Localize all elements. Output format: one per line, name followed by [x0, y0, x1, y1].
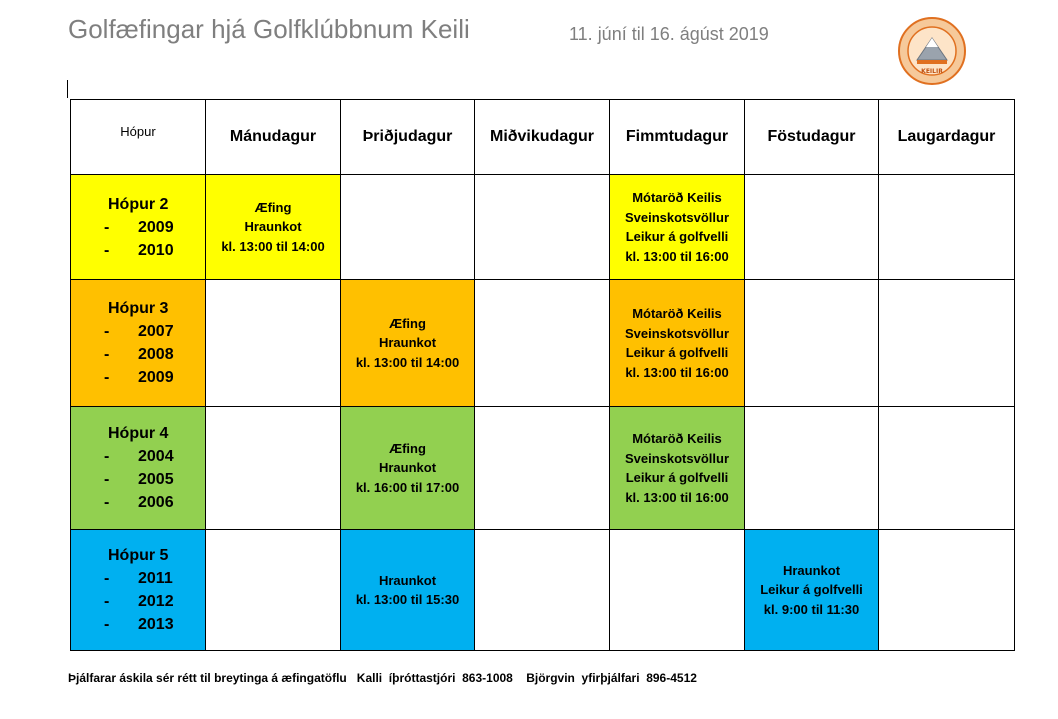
session-line: Sveinskotsvöllur	[624, 325, 730, 341]
birth-year: 2009	[138, 369, 174, 386]
group-row	[71, 407, 1015, 530]
session-line: kl. 9:00 til 11:30	[763, 601, 860, 617]
birth-year-item: - 2012	[71, 590, 205, 613]
session-cell	[610, 280, 745, 407]
session-cell	[341, 530, 475, 651]
day-header: Laugardagur	[879, 100, 1015, 175]
birth-year: 2008	[138, 346, 174, 363]
birth-year-item: - 2010	[71, 239, 205, 262]
session-line: Hraunkot	[244, 219, 302, 235]
session-cell	[745, 175, 879, 280]
footer-disclaimer: Þjálfarar áskila sér rétt til breytinga á æfingatöflu	[68, 671, 347, 685]
group-row	[71, 280, 1015, 407]
session-line: kl. 13:00 til 16:00	[625, 364, 729, 380]
group-name: Hópur 3	[108, 300, 169, 317]
birth-year-item: - 2008	[71, 343, 205, 366]
birth-year-item: - 2011	[71, 567, 205, 590]
day-header: Fimmtudagur	[610, 100, 745, 175]
footer-contact-kalli: Kalli íþróttastjóri 863-1008	[356, 671, 513, 685]
session-line: kl. 13:00 til 14:00	[355, 354, 460, 370]
session-cell	[745, 407, 879, 530]
session-line: Hraunkot	[782, 562, 841, 578]
footer-note	[68, 671, 697, 685]
session-cell	[745, 530, 879, 651]
session-cell	[879, 175, 1015, 280]
group-row	[71, 175, 1015, 280]
group-name: Hópur 5	[108, 547, 169, 564]
session-cell	[610, 407, 745, 530]
session-line: Æfing	[254, 199, 292, 215]
header-row	[71, 100, 1015, 175]
session-cell	[206, 530, 341, 651]
day-header: Föstudagur	[745, 100, 879, 175]
day-header: Þriðjudagur	[341, 100, 475, 175]
birth-year-item: - 2005	[71, 468, 205, 491]
day-header: Mánudagur	[206, 100, 341, 175]
text-cursor	[67, 80, 68, 98]
session-cell	[745, 280, 879, 407]
session-line: kl. 13:00 til 15:30	[355, 592, 460, 607]
session-line: Leikur á golfvelli	[760, 582, 863, 598]
group-name: Hópur 4	[108, 425, 169, 442]
birth-year-item: - 2009	[71, 216, 205, 239]
session-cell	[610, 175, 745, 280]
svg-text:KEILIR: KEILIR	[921, 68, 943, 75]
session-cell	[475, 280, 610, 407]
birth-year: 2007	[138, 323, 174, 340]
session-cell	[610, 530, 745, 651]
session-cell	[475, 175, 610, 280]
schedule-table	[70, 99, 1015, 651]
session-line: Hraunkot	[378, 335, 437, 351]
session-line: Sveinskotsvöllur	[624, 209, 730, 225]
session-cell	[879, 530, 1015, 651]
session-line: Leikur á golfvelli	[625, 229, 729, 244]
birth-year-item: - 2004	[71, 445, 205, 468]
group-label-cell	[71, 280, 206, 407]
session-line: Hraunkot	[378, 572, 437, 588]
session-cell	[341, 175, 475, 280]
birth-year-item: - 2006	[71, 491, 205, 514]
birth-year-item: - 2013	[71, 613, 205, 636]
session-cell	[475, 530, 610, 651]
footer-contact-bjorgvin: Björgvin yfirþjálfari 896-4512	[526, 671, 697, 685]
birth-year: 2009	[138, 218, 174, 236]
session-line: Leikur á golfvelli	[625, 470, 729, 485]
birth-year-item: - 2007	[71, 320, 205, 343]
birth-year: 2010	[138, 241, 174, 259]
page-title: Golfæfingar hjá Golfklúbbnum Keili	[68, 14, 470, 44]
session-cell	[341, 280, 475, 407]
session-line: Mótaröð Keilis	[632, 190, 722, 205]
birth-year: 2006	[138, 494, 174, 511]
birth-year: 2012	[138, 593, 174, 610]
birth-year: 2004	[138, 448, 174, 465]
session-cell	[879, 407, 1015, 530]
date-range: 11. júní til 16. ágúst 2019	[569, 24, 769, 44]
session-cell	[206, 407, 341, 530]
session-line: kl. 13:00 til 16:00	[625, 489, 729, 505]
birth-year: 2005	[138, 471, 174, 488]
day-header: Miðvikudagur	[475, 100, 610, 175]
group-row	[71, 530, 1015, 651]
session-cell	[206, 175, 341, 280]
session-cell	[206, 280, 341, 407]
group-label-cell	[71, 175, 206, 280]
session-line: Leikur á golfvelli	[625, 345, 729, 360]
session-line: Æfing	[389, 315, 426, 331]
session-cell	[475, 407, 610, 530]
session-line: Hraunkot	[378, 460, 437, 476]
session-cell	[879, 280, 1015, 407]
session-line: kl. 13:00 til 14:00	[221, 238, 325, 254]
group-label-cell	[71, 530, 206, 651]
session-line: kl. 13:00 til 16:00	[625, 248, 729, 264]
session-cell	[341, 407, 475, 530]
group-column-header: Hópur	[71, 100, 206, 175]
birth-year-item: - 2009	[71, 366, 205, 389]
birth-year: 2013	[138, 616, 174, 633]
session-line: Mótaröð Keilis	[632, 306, 722, 321]
session-line: Mótaröð Keilis	[632, 431, 722, 446]
club-logo	[897, 16, 967, 86]
session-line: kl. 16:00 til 17:00	[355, 479, 460, 495]
session-line: Æfing	[389, 440, 426, 456]
group-name: Hópur 2	[108, 195, 169, 213]
group-label-cell	[71, 407, 206, 530]
session-line: Sveinskotsvöllur	[624, 450, 730, 466]
birth-year: 2011	[138, 570, 173, 587]
